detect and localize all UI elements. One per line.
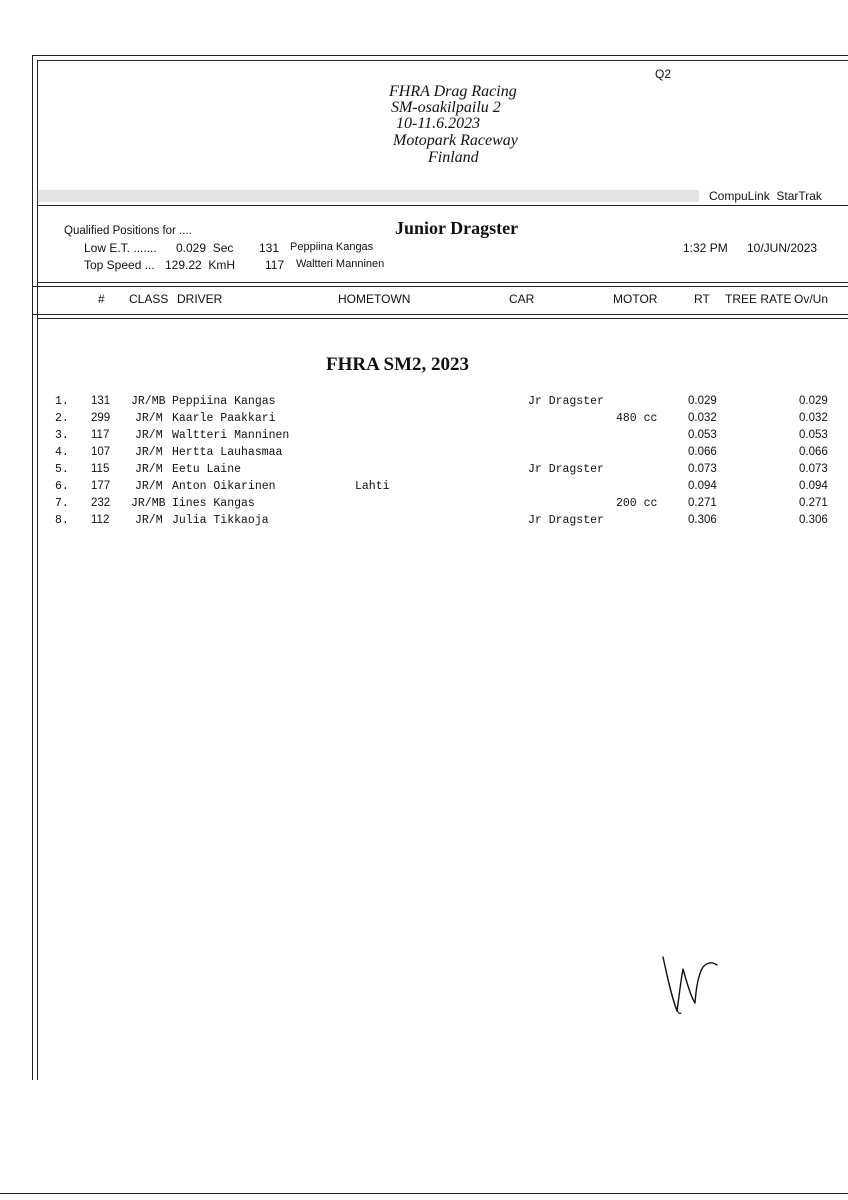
row-hometown: Lahti bbox=[355, 480, 390, 493]
qualified-label: Qualified Positions for .... bbox=[64, 225, 192, 237]
row-ovun: 0.073 bbox=[799, 463, 828, 475]
header-rule-bottom bbox=[32, 314, 848, 315]
band-line bbox=[37, 205, 848, 206]
row-motor: 200 cc bbox=[616, 497, 658, 510]
row-class: JR/MB bbox=[131, 497, 166, 510]
row-class: JR/M bbox=[135, 480, 163, 493]
row-ovun: 0.094 bbox=[799, 480, 828, 492]
row-ovun: 0.271 bbox=[799, 497, 828, 509]
col-motor: MOTOR bbox=[613, 292, 658, 306]
row-num: 117 bbox=[91, 429, 110, 441]
event-title: FHRA SM2, 2023 bbox=[326, 354, 470, 375]
report-date: 10/JUN/2023 bbox=[747, 241, 818, 255]
low-et-value: 0.029 Sec bbox=[176, 241, 234, 255]
table-row bbox=[0, 429, 848, 446]
row-driver: Peppiina Kangas bbox=[172, 395, 276, 408]
row-driver: Hertta Lauhasmaa bbox=[172, 446, 283, 459]
top-border bbox=[32, 55, 848, 56]
top-speed-label: Top Speed ... bbox=[84, 258, 155, 272]
row-rt: 0.271 bbox=[688, 497, 717, 509]
row-pos: 8. bbox=[55, 514, 69, 527]
row-num: 232 bbox=[91, 497, 111, 509]
row-pos: 1. bbox=[55, 395, 69, 408]
header-rule-top2 bbox=[32, 286, 848, 287]
row-ovun: 0.032 bbox=[799, 412, 828, 424]
row-driver: Eetu Laine bbox=[172, 463, 242, 476]
row-class: JR/M bbox=[135, 446, 163, 459]
col-car: CAR bbox=[509, 292, 535, 306]
col-rt: RT bbox=[694, 292, 710, 306]
table-row bbox=[0, 480, 848, 497]
row-pos: 4. bbox=[55, 446, 69, 459]
row-class: JR/M bbox=[135, 429, 163, 442]
report-time: 1:32 PM bbox=[683, 241, 728, 255]
row-num: 107 bbox=[91, 446, 111, 458]
row-car: Jr Dragster bbox=[528, 463, 604, 476]
results-table bbox=[0, 395, 848, 535]
col-num: # bbox=[98, 292, 105, 306]
row-rt: 0.094 bbox=[688, 480, 717, 492]
left-border-inner bbox=[37, 60, 38, 1080]
low-et-car: 131 bbox=[259, 241, 280, 255]
low-et-label: Low E.T. ....... bbox=[84, 241, 157, 255]
header-rule-top bbox=[37, 282, 848, 283]
row-rt: 0.066 bbox=[688, 446, 717, 458]
row-pos: 2. bbox=[55, 412, 69, 425]
row-driver: Waltteri Manninen bbox=[172, 429, 290, 442]
row-rt: 0.032 bbox=[688, 412, 717, 424]
row-pos: 5. bbox=[55, 463, 69, 476]
top-border-inner bbox=[37, 60, 848, 61]
row-rt: 0.029 bbox=[688, 395, 717, 407]
row-ovun: 0.029 bbox=[799, 395, 828, 407]
row-class: JR/M bbox=[135, 463, 163, 476]
row-num: 115 bbox=[91, 463, 110, 475]
left-border bbox=[32, 55, 33, 1080]
top-speed-value: 129.22 KmH bbox=[165, 258, 236, 272]
row-driver: Anton Oikarinen bbox=[172, 480, 276, 493]
low-et-driver: Peppiina Kangas bbox=[290, 241, 374, 253]
row-class: JR/M bbox=[135, 412, 163, 425]
row-motor: 480 cc bbox=[616, 412, 658, 425]
event-series: SM-osakilpailu 2 bbox=[391, 99, 501, 116]
row-class: JR/M bbox=[135, 514, 163, 527]
header-rule-bottom2 bbox=[37, 318, 848, 319]
table-row bbox=[0, 395, 848, 412]
col-class: CLASS bbox=[129, 292, 169, 306]
row-car: Jr Dragster bbox=[528, 514, 604, 527]
row-num: 177 bbox=[91, 480, 111, 492]
row-num: 112 bbox=[91, 514, 110, 526]
dotted-band bbox=[37, 190, 699, 202]
table-row bbox=[0, 412, 848, 429]
row-pos: 6. bbox=[55, 480, 69, 493]
row-ovun: 0.306 bbox=[799, 514, 828, 526]
col-tree-rate: TREE RATE bbox=[725, 292, 792, 306]
top-speed-car: 117 bbox=[265, 258, 285, 272]
bottom-border bbox=[0, 1193, 848, 1194]
row-rt: 0.073 bbox=[688, 463, 717, 475]
col-hometown: HOMETOWN bbox=[338, 292, 411, 306]
system-name: CompuLink StarTrak bbox=[709, 189, 822, 203]
row-rt: 0.053 bbox=[688, 429, 717, 441]
row-pos: 7. bbox=[55, 497, 69, 510]
table-row bbox=[0, 463, 848, 480]
event-country: Finland bbox=[428, 149, 479, 166]
row-car: Jr Dragster bbox=[528, 395, 604, 408]
col-driver: DRIVER bbox=[177, 292, 223, 306]
class-title: Junior Dragster bbox=[395, 218, 519, 238]
row-num: 299 bbox=[91, 412, 111, 424]
table-row bbox=[0, 446, 848, 463]
event-venue: Motopark Raceway bbox=[393, 132, 518, 149]
row-ovun: 0.053 bbox=[799, 429, 828, 441]
row-num: 131 bbox=[91, 395, 111, 407]
signature bbox=[655, 945, 725, 1020]
table-row bbox=[0, 514, 848, 531]
event-dates: 10-11.6.2023 bbox=[396, 115, 481, 132]
round-label: Q2 bbox=[655, 67, 672, 81]
row-driver: Julia Tikkaoja bbox=[172, 514, 269, 527]
row-driver: Kaarle Paakkari bbox=[172, 412, 276, 425]
table-row bbox=[0, 497, 848, 514]
row-ovun: 0.066 bbox=[799, 446, 828, 458]
event-org: FHRA Drag Racing bbox=[389, 83, 517, 100]
top-speed-driver: Waltteri Manninen bbox=[296, 258, 385, 270]
col-ovun: Ov/Un bbox=[794, 292, 829, 306]
row-rt: 0.306 bbox=[688, 514, 717, 526]
row-pos: 3. bbox=[55, 429, 69, 442]
row-driver: Iines Kangas bbox=[172, 497, 255, 510]
row-class: JR/MB bbox=[131, 395, 166, 408]
